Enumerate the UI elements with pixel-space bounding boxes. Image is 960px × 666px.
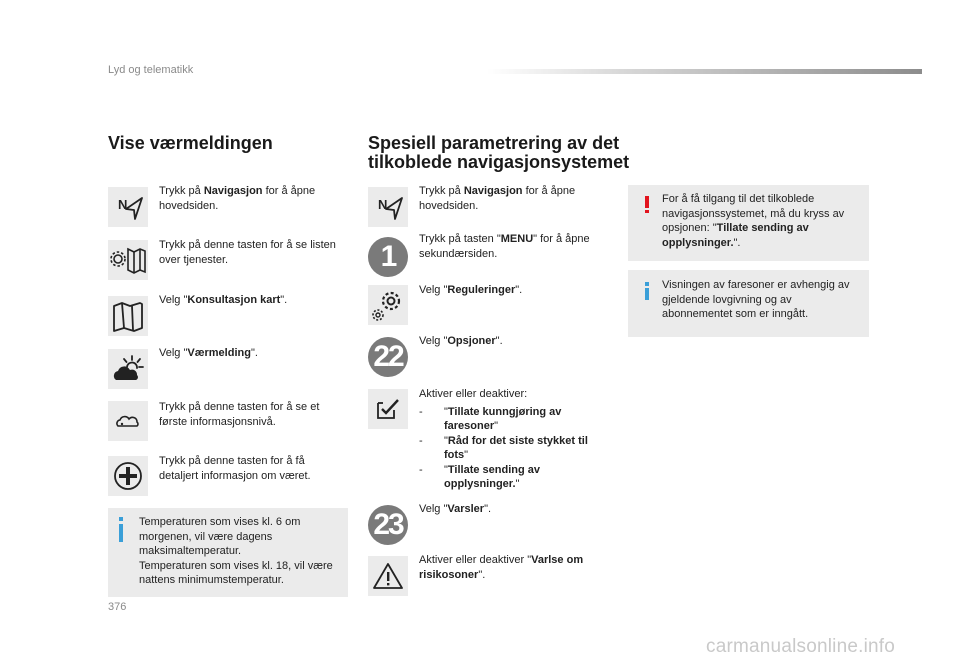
step-number-1: 1 [368, 237, 408, 277]
settings-gears-icon [368, 285, 408, 325]
left-step-services: Trykk på denne tasten for å se listen over tjenester. [159, 239, 336, 266]
navigation-n-icon [368, 187, 408, 227]
map-icon [108, 296, 148, 336]
list-item: - "Råd for det siste stykket til fots" [419, 434, 588, 461]
warning-note [628, 185, 869, 261]
list-item: - "Tillate kunngjøring av faresoner" [419, 405, 562, 432]
middle-step-options: Velg "Opsjoner". [419, 335, 503, 347]
middle-step-toggle-list: Aktiver eller deaktiver: - "Tillate kunngjøring av faresoner" - "Råd for det siste stykket til fots" - "Tillate sending av opplysninger." [419, 387, 604, 492]
page-number: 376 [108, 601, 127, 613]
left-step-info-level: Trykk på denne tasten for å se et første informasjonsnivå. [159, 401, 320, 428]
step-number-23: 23 [368, 505, 408, 545]
cloud-icon [108, 401, 148, 441]
warning-triangle-icon [368, 556, 408, 596]
section-header: Lyd og telematikk [108, 64, 194, 76]
navigation-n-icon [108, 187, 148, 227]
middle-step-settings: Velg "Reguleringer". [419, 284, 523, 296]
watermark: carmanualsonline.info [706, 636, 896, 657]
svg-text:N: N [378, 197, 388, 212]
list-item: - "Tillate sending av opplysninger." [419, 463, 541, 490]
middle-section-title: Spesiell parametrering av det tilkoblede navigasjonsystemet [368, 133, 630, 172]
left-step-weather: Velg "Værmelding". [159, 347, 258, 359]
left-step-map: Velg "Konsultasjon kart". [159, 294, 288, 306]
info-note [628, 270, 869, 337]
temperature-info-note [108, 508, 348, 597]
info-icon [645, 282, 649, 286]
plus-circle-icon [108, 456, 148, 496]
info-icon [119, 517, 123, 521]
left-step-details: Trykk på denne tasten for å få detaljert informasjon om været. [159, 455, 311, 482]
warning-icon [645, 196, 649, 208]
weather-icon [108, 349, 148, 389]
left-step-navigation: Trykk på Navigasjon for å åpne hovedsiden. [159, 185, 316, 212]
info-text: Visningen av faresoner er avhengig av gjeldende lovgivning og av abonnementet som er inngått. [662, 279, 850, 320]
svg-text:N: N [118, 197, 128, 212]
warning-text: For å få tilgang til det tilkoblede navigasjonssystemet, må du kryss av opsjonen: "Tillate sending av opplysninger.". [662, 193, 845, 249]
checkbox-icon [368, 389, 408, 429]
services-map-icon [108, 240, 148, 280]
left-section-title: Vise værmeldingen [108, 133, 273, 153]
middle-step-menu: Trykk på tasten "MENU" for å åpne sekundærsiden. [419, 233, 590, 260]
middle-step-risk-zones: Aktiver eller deaktiver "Varlse om risikosoner". [419, 554, 584, 581]
step-number-22: 22 [368, 337, 408, 377]
middle-step-alerts: Velg "Varsler". [419, 503, 492, 515]
temperature-info-text: Temperaturen som vises kl. 6 om morgenen, vil være dagens maksimaltemperatur. Temperaturen som vises kl. 18, vil være nattens minimumstemperatur. [139, 516, 333, 586]
header-rule [487, 69, 922, 74]
middle-step-navigation: Trykk på Navigasjon for å åpne hovedsiden. [419, 185, 576, 212]
